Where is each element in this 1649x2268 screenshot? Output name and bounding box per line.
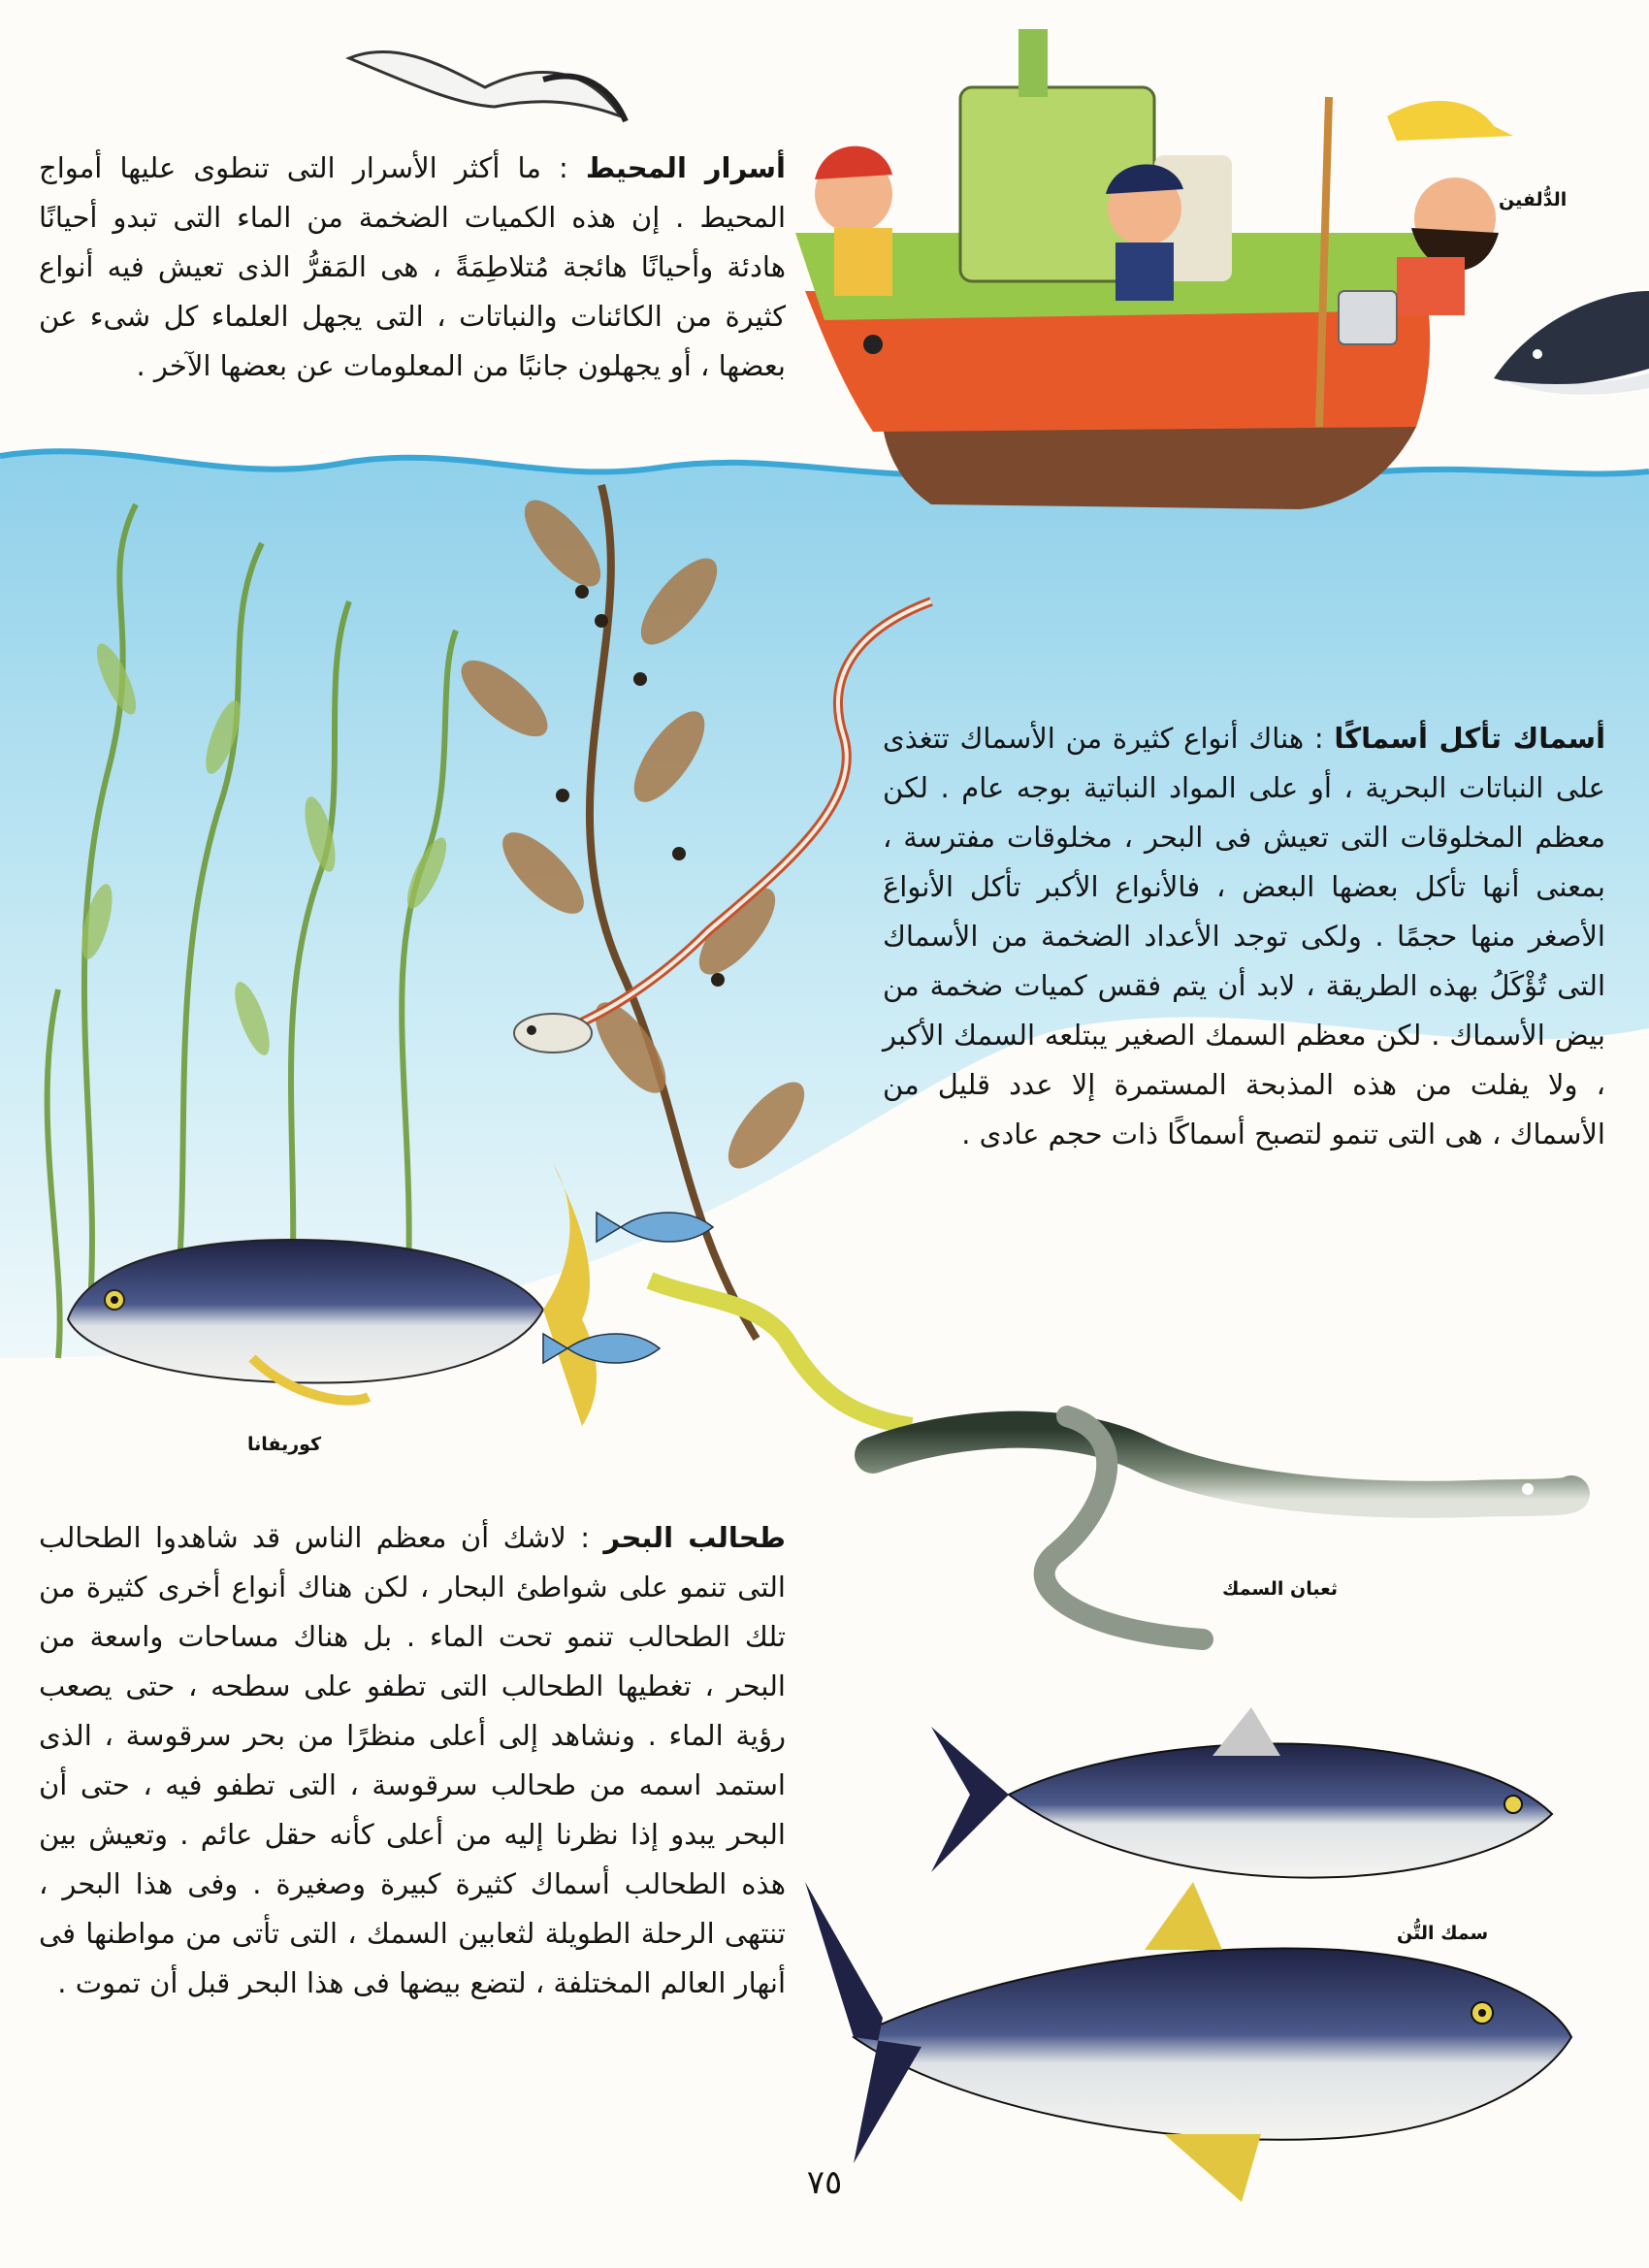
section-fish-eat-fish (883, 714, 1605, 1159)
tuna-fish (805, 1707, 1571, 2202)
text-seaweed: : لاشك أن معظم الناس قد شاهدوا الطحالب التى تنمو على شواطئ البحار ، لكن هناك أنواع أخرى كثيرة من تلك الطحالب تنمو تحت الماء . بل هناك مساحات واسعة من البحر ، تغطيها الطحالب التى تطفو على سطحه ، حتى يصعب رؤية الماء . ونشاهد إلى أعلى منظرًا من بحر سرقوسة ، الذى استمد اسمه من طحالب سرقوسة ، التى تطفو فيه ، حتى أن البحر يبدو إذا نظرنا إليه من أعلى كأنه حقل عائم . وتعيش بين هذه الطحالب أسماك كثيرة كبيرة وصغيرة . وفى هذا البحر ، تنتهى الرحلة الطويلة لثعابين السمك ، التى تأتى من مواطنها فى أنهار العالم المختلفة ، لتضع بيضها فى هذا البحر قبل أن تموت . (39, 1521, 786, 1999)
dolphin (1494, 291, 1649, 395)
caption-dolphin: الدُّلفين (1499, 189, 1568, 211)
eels (650, 1280, 1571, 1639)
caption-tuna: سمك التُّن (1397, 1923, 1489, 1944)
seagull (349, 51, 626, 121)
page-number: ٧٥ (806, 2163, 843, 2202)
caption-coryphaena: كوريفانا (247, 1434, 322, 1455)
heading-fish-eat-fish: أسماك تأكل أسماكًا (1334, 722, 1606, 755)
heading-ocean-secrets: أسرار المحيط (585, 151, 787, 184)
text-fish-eat-fish: : هناك أنواع كثيرة من الأسماك تتغذى على النباتات البحرية ، أو على المواد النباتية بوجه عام . لكن معظم المخلوقات التى تعيش فى البحر ، مخلوقات مفترسة ، بمعنى أنها تأكل بعضها البعض ، فالأنواع الأكبر تأكل الأنواعَ الأصغر منها حجمًا . ولكى توجد الأعداد الضخمة من الأسماك التى تُؤْكَلُ بهذه الطريقة ، لابد أن يتم فقس كميات ضخمة من بيض الأسماك . لكن معظم السمك الصغير يبتلعه السمك الأكبر ، ولا يفلت من هذه المذبحة المستمرة إلا عدد قليل من الأسماك ، هى التى تنمو لتصبح أسماكًا ذات حجم عادى . (883, 722, 1605, 1150)
section-seaweed (39, 1513, 786, 2008)
fishing-boat (795, 29, 1513, 509)
caption-eel: ثعبان السمك (1222, 1578, 1338, 1600)
text-ocean-secrets: : ما أكثر الأسرار التى تنطوى عليها أمواج المحيط . إن هذه الكميات الضخمة من الماء التى تبدو أحيانًا هادئة وأحيانًا هائجة مُتلاطِمَةً ، هى المَقرُّ الذى تعيش فيه أنواع كثيرة من الكائنات والنباتات ، التى يجهل العلماء كل شىء عن بعضها ، أو يجهلون جانبًا من المعلومات عن بعضها الآخر . (39, 151, 786, 382)
section-ocean-secrets (39, 144, 786, 391)
heading-seaweed: طحالب البحر (603, 1521, 786, 1554)
